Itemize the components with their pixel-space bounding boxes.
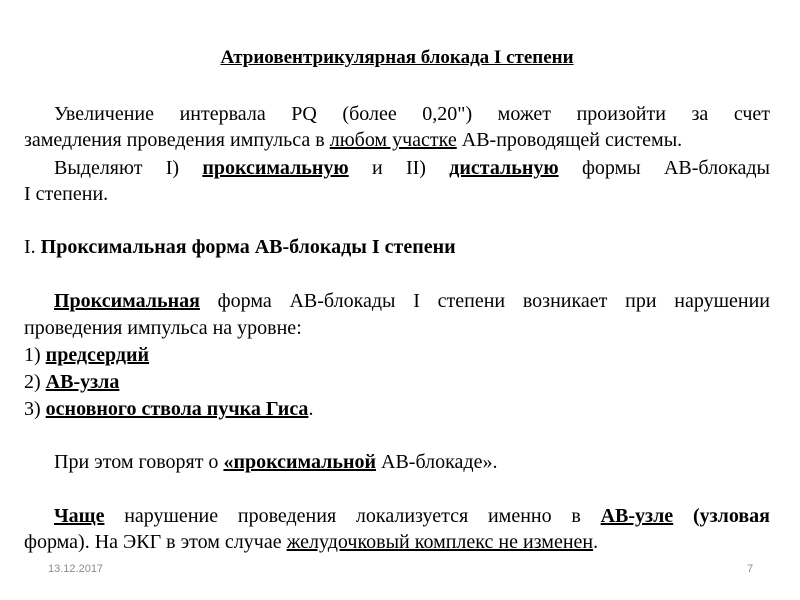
paragraph-3-line-1 bbox=[24, 288, 770, 314]
p5-l2-underlined: желудочковый комплекс не изменен bbox=[286, 531, 594, 553]
p2-distal: дистальную bbox=[449, 157, 559, 179]
list-text: АВ-узла bbox=[45, 371, 120, 393]
paragraph-1-line-1: Увеличение интервала PQ (более 0,20") может произойти за счет bbox=[54, 103, 770, 125]
p2-text-b: и II) bbox=[348, 157, 450, 179]
section-heading-text: Проксимальная форма АВ-блокады I степени bbox=[40, 236, 456, 258]
list-item bbox=[24, 369, 770, 395]
p5-text-a: нарушение проведения локализуется именно в bbox=[104, 505, 601, 527]
p2-proximal: проксимальную bbox=[202, 157, 349, 179]
list-number: 2) bbox=[24, 371, 46, 393]
p5-av-node: АВ-узле bbox=[600, 505, 674, 527]
list-text: основного ствола пучка Гиса bbox=[45, 398, 309, 420]
p4-text-a: При этом говорят о bbox=[54, 451, 224, 473]
p2-text-a: Выделяют I) bbox=[54, 157, 203, 179]
paragraph-2-line-2: I степени. bbox=[24, 183, 109, 205]
paragraph-5-line-2 bbox=[24, 529, 770, 555]
paragraph-1-line-2 bbox=[24, 127, 770, 153]
paragraph-2-line-1 bbox=[24, 155, 770, 181]
p5-text-b: (узловая bbox=[673, 505, 770, 527]
list-text: предсердий bbox=[45, 344, 150, 366]
p1-text-b: АВ-проводящей системы. bbox=[456, 129, 683, 151]
p2-text-c: формы АВ-блокады bbox=[558, 157, 770, 179]
slide-title: Атриовентрикулярная блокада I степени bbox=[220, 47, 574, 68]
p5-l2-a: форма). На ЭКГ в этом случае bbox=[24, 531, 287, 553]
p5-l2-b: . bbox=[593, 531, 599, 553]
paragraph-5-line-1 bbox=[24, 503, 770, 529]
p3-proximal: Проксимальная bbox=[54, 290, 200, 312]
footer-page-number: 7 bbox=[747, 563, 754, 575]
p4-proximal: «проксимальной bbox=[223, 451, 377, 473]
section-prefix: I. bbox=[24, 236, 41, 258]
footer-date: 13.12.2017 bbox=[48, 563, 104, 575]
list-number: 3) bbox=[24, 398, 46, 420]
section-heading bbox=[24, 234, 770, 260]
list-tail: . bbox=[308, 398, 314, 420]
list-item bbox=[24, 342, 770, 368]
p4-text-b: АВ-блокаде». bbox=[376, 451, 498, 473]
paragraph-4 bbox=[24, 449, 770, 475]
p5-often: Чаще bbox=[54, 505, 105, 527]
list-number: 1) bbox=[24, 344, 46, 366]
p1-underlined: любом участке bbox=[329, 129, 457, 151]
p3-rest: форма АВ-блокады I степени возникает при нарушении bbox=[199, 290, 770, 312]
p1-text-a: замедления проведения импульса в bbox=[24, 129, 330, 151]
list-item bbox=[24, 396, 770, 422]
paragraph-3-line-2: проведения импульса на уровне: bbox=[24, 317, 302, 339]
